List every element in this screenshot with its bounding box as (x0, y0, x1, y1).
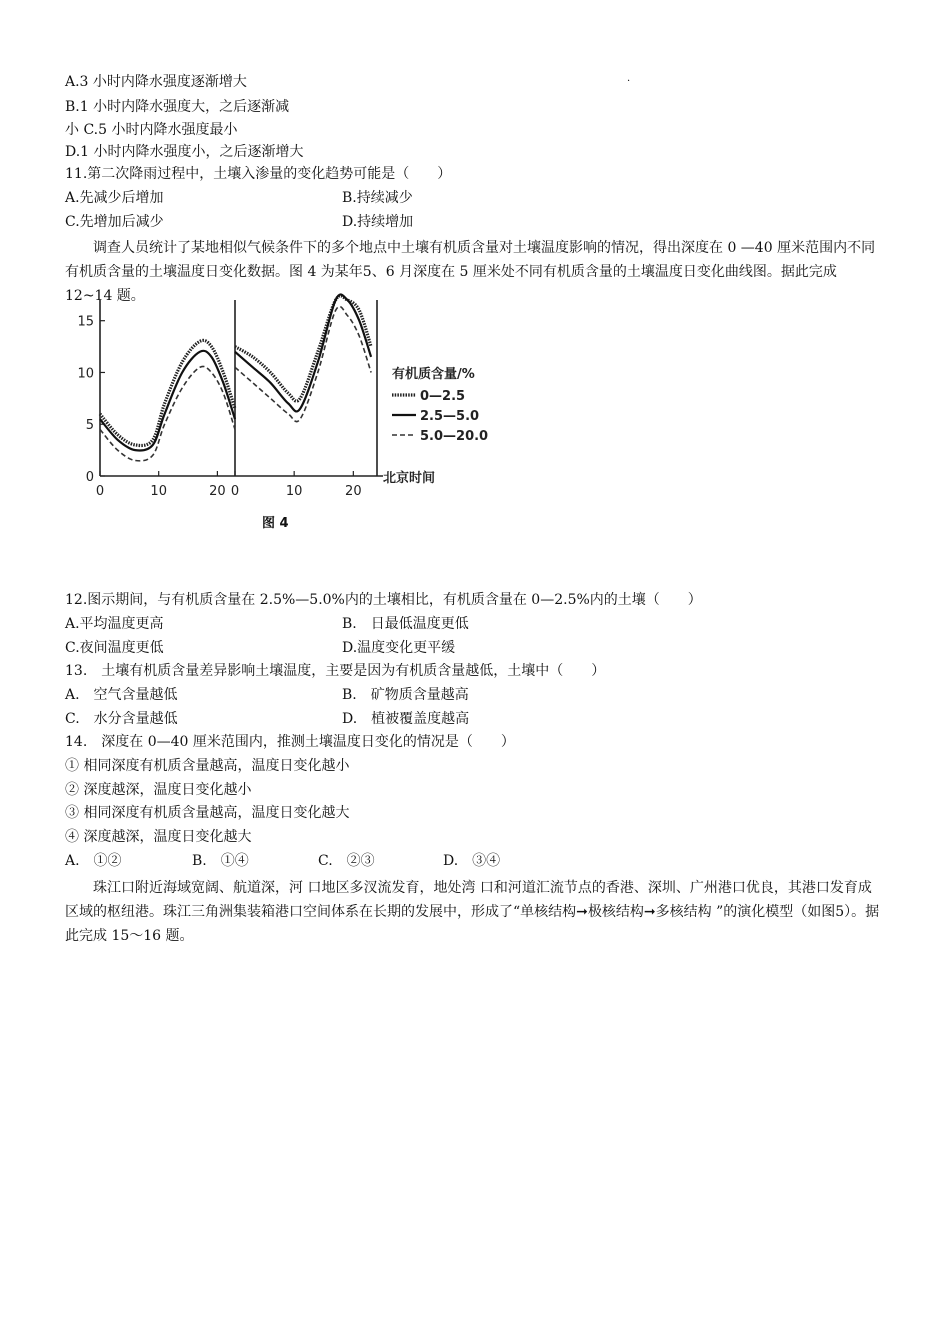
y-tick-label: 0 (85, 470, 94, 485)
legend-label-1: 0—2.5 (420, 389, 466, 404)
q14-option-b: B. ①④ (192, 853, 249, 869)
q14-statement-1: ① 相同深度有机质含量越高，温度日变化越小 (65, 758, 350, 774)
q14-stem: 14. 深度在 0—40 厘米范围内，推测土壤温度日变化的情况是（ ） (65, 734, 515, 750)
q14-option-a: A. ①② (65, 853, 122, 869)
q12-option-d: D.温度变化更平缓 (342, 640, 456, 656)
x-tick-label: 20 (209, 484, 226, 499)
q12-option-a: A.平均温度更高 (65, 616, 164, 632)
q10-option-c: 小 C.5 小时内降水强度最小 (65, 122, 238, 138)
x-tick-label: 0 (95, 484, 105, 499)
q11-option-c: C.先增加后减少 (65, 214, 164, 230)
q14-statement-2: ② 深度越深，温度日变化越小 (65, 782, 252, 798)
q10-option-d: D.1 小时内降水强度小，之后逐渐增大 (65, 144, 304, 160)
series-line-3-panel1 (100, 366, 235, 460)
q14-statement-4: ④ 深度越深，温度日变化越大 (65, 829, 252, 845)
q13-option-b: B. 矿物质含量越高 (342, 687, 469, 703)
y-tick-label: 5 (85, 418, 94, 434)
q10-option-b: B.1 小时内降水强度大，之后逐渐减 (65, 99, 290, 115)
q11-stem: 11.第二次降雨过程中，土壤入渗量的变化趋势可能是（ ） (65, 166, 452, 182)
q13-stem: 13. 土壤有机质含量差异影响土壤温度，主要是因为有机质含量越低，土壤中（ ） (65, 663, 606, 679)
q13-option-d: D. 植被覆盖度越高 (342, 711, 470, 727)
x-tick-label: 0 (230, 484, 240, 499)
q13-option-a: A. 空气含量越低 (65, 687, 178, 703)
stray-mark: · (627, 76, 631, 87)
q10-option-a: A.3 小时内降水强度逐渐增大 (65, 74, 247, 90)
legend-label-3: 5.0—20.0 (420, 429, 489, 444)
legend-title: 有机质含量/% (392, 367, 475, 382)
series-line-1-panel1 (100, 340, 235, 445)
q13-option-c: C. 水分含量越低 (65, 711, 178, 727)
q11-option-a: A.先减少后增加 (65, 190, 164, 206)
legend-label-2: 2.5—5.0 (420, 409, 480, 424)
y-tick-label: 15 (77, 314, 94, 330)
q11-option-d: D.持续增加 (342, 214, 414, 230)
q12-stem: 12.图示期间，与有机质含量在 2.5%—5.0%内的土壤相比，有机质含量在 0—2.5%内的土壤（ ） (65, 592, 702, 608)
intro-15-16: 珠江口附近海域宽阔、航道深，河 口地区多汊流发育，地处湾 口和河道汇流节点的香港、深圳、广州港口优良，其港口发育成区域的枢纽港。珠江三角洲集装箱港口空间体系在长期的发展中，形成了“单核结构➞极核结构➞多核结构 ”的演化模型（如图5）。据此完成 15～16 题。 (65, 880, 880, 944)
q14-statement-3: ③ 相同深度有机质含量越高，温度日变化越大 (65, 805, 350, 821)
q14-option-c: C. ②③ (318, 853, 375, 869)
q14-option-d: D. ③④ (443, 853, 501, 869)
x-axis-label: 北京时间 (383, 471, 436, 486)
y-tick-label: 10 (77, 366, 94, 382)
figure-4-caption: 图 4 (262, 516, 289, 531)
q11-option-b: B.持续减少 (342, 190, 413, 206)
intro-12-14: 调查人员统计了某地相似气候条件下的多个地点中土壤有机质含量对土壤温度影响的情况，得出深度在 0 —40 厘米范围内不同有机质含量的土壤温度日变化数据。图 4 为某年5、6 月深度在 5 厘米处不同有机质含量的土壤温度日变化曲线图。据此完成 12~14 题。 (65, 240, 876, 304)
q12-option-c: C.夜间温度更低 (65, 640, 164, 656)
q12-option-b: B. 日最低温度更低 (342, 616, 469, 632)
x-tick-label: 10 (150, 484, 167, 499)
figure-4-chart (77, 300, 500, 500)
x-tick-label: 20 (345, 484, 362, 499)
x-tick-label: 10 (285, 484, 303, 499)
